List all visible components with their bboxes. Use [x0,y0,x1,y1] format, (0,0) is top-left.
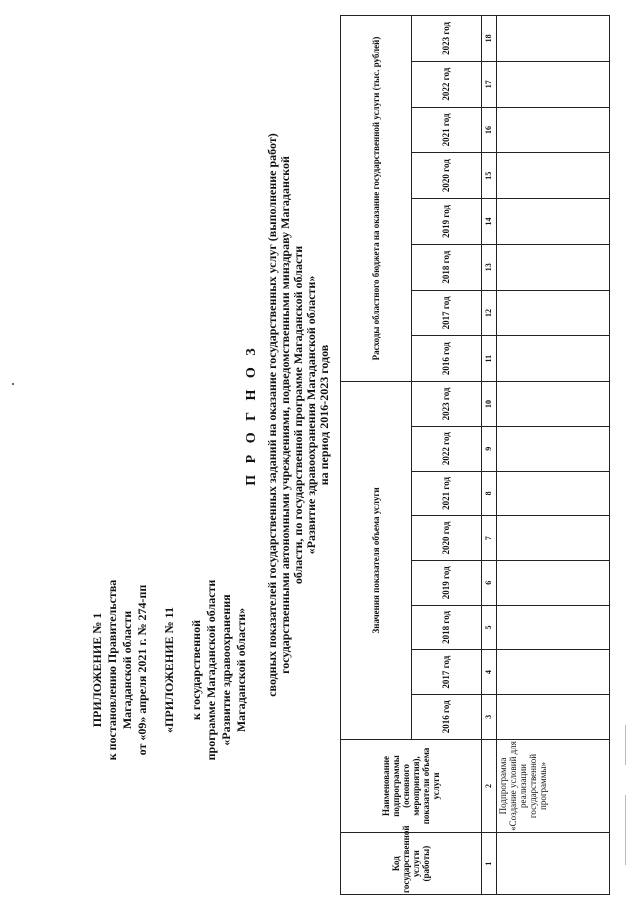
year-header: 2017 год [411,290,482,336]
appendix2-line: Магаданской области» [234,607,248,733]
column-number: 11 [482,336,497,382]
header-group-expenses: Расходы областного бюджета на оказание государственной услуги (тыс. рублей) [341,16,412,382]
table-cell [497,153,610,199]
column-number: 9 [482,426,497,471]
column-number: 2 [482,739,497,833]
column-number: 18 [482,16,497,62]
year-header: 2023 год [411,382,482,427]
table-cell [497,382,610,427]
column-number: 12 [482,290,497,336]
year-header: 2021 год [411,471,482,516]
table-cell [497,694,610,739]
page-edge-mark [625,795,626,865]
table-cell [497,290,610,336]
table-cell [497,61,610,107]
year-header: 2023 год [411,16,482,62]
year-header: 2016 год [411,336,482,382]
appendix-line: к постановлению Правительства [105,579,119,761]
table-cell [497,833,610,895]
year-header: 2016 год [411,694,482,739]
header-group-values: Значения показателя объема услуги [341,382,412,740]
table-cell [497,16,610,62]
header-name: Наименование подпрограммы (основного мероприятия), показатели объема услуги [341,739,482,833]
title-line: области, по государственной программе Магаданской области [291,245,305,585]
column-number: 8 [482,471,497,516]
year-header: 2020 год [411,516,482,561]
column-number: 14 [482,199,497,245]
year-header: 2018 год [411,244,482,290]
year-header: 2022 год [411,61,482,107]
column-number: 17 [482,61,497,107]
year-header: 2021 год [411,107,482,153]
title-line: государственными автономными учреждениями, подведомственными минздраву Магаданской [278,156,292,674]
title-line: сводных показателей государственных заданий на оказание государственных услуг (выполнение работ) [265,133,279,697]
forecast-table [340,15,610,895]
document-title [245,0,331,845]
year-header: 2017 год [411,650,482,695]
table-cell [497,244,610,290]
title-line: на период 2016-2023 годов [317,344,331,486]
scan-speck [12,383,14,385]
table-cell [497,560,610,605]
appendix2-line: «Развитие здравоохранения [219,594,233,746]
column-number: 6 [482,560,497,605]
column-number: 4 [482,650,497,695]
table-cell [497,426,610,471]
column-number: 16 [482,107,497,153]
year-header: 2022 год [411,426,482,471]
column-number: 13 [482,244,497,290]
appendix-line: Магаданской области [120,610,134,730]
header-code: Код государственной услуги (работы) [341,833,482,895]
column-number: 3 [482,694,497,739]
table-cell [497,107,610,153]
table-cell [497,471,610,516]
appendix-header [90,540,249,800]
column-number: 1 [482,833,497,895]
column-number: 5 [482,605,497,650]
year-header: 2019 год [411,560,482,605]
table-cell [497,605,610,650]
table-cell [497,199,610,245]
subprogram-name: Подпрограмма «Создание условий для реализации государственной программы» [497,739,610,833]
column-number: 7 [482,516,497,561]
year-header: 2018 год [411,605,482,650]
page-edge-mark [625,725,626,765]
year-header: 2020 год [411,153,482,199]
appendix2-line: к государственной [189,620,203,720]
appendix-line: от «09» апреля 2021 г. № 274-пп [135,584,149,756]
title-heading: П Р О Г Н О З [244,344,259,486]
table-cell [497,336,610,382]
table-cell [497,650,610,695]
column-number: 10 [482,382,497,427]
appendix2-line: программе Магаданской области [204,579,218,761]
appendix-title: ПРИЛОЖЕНИЕ № 1 [90,612,104,728]
table-cell [497,516,610,561]
year-header: 2019 год [411,199,482,245]
appendix2-title: «ПРИЛОЖЕНИЕ № 11 [162,607,176,733]
title-line: «Развитие здравоохранения Магаданской области» [304,275,318,555]
column-number: 15 [482,153,497,199]
